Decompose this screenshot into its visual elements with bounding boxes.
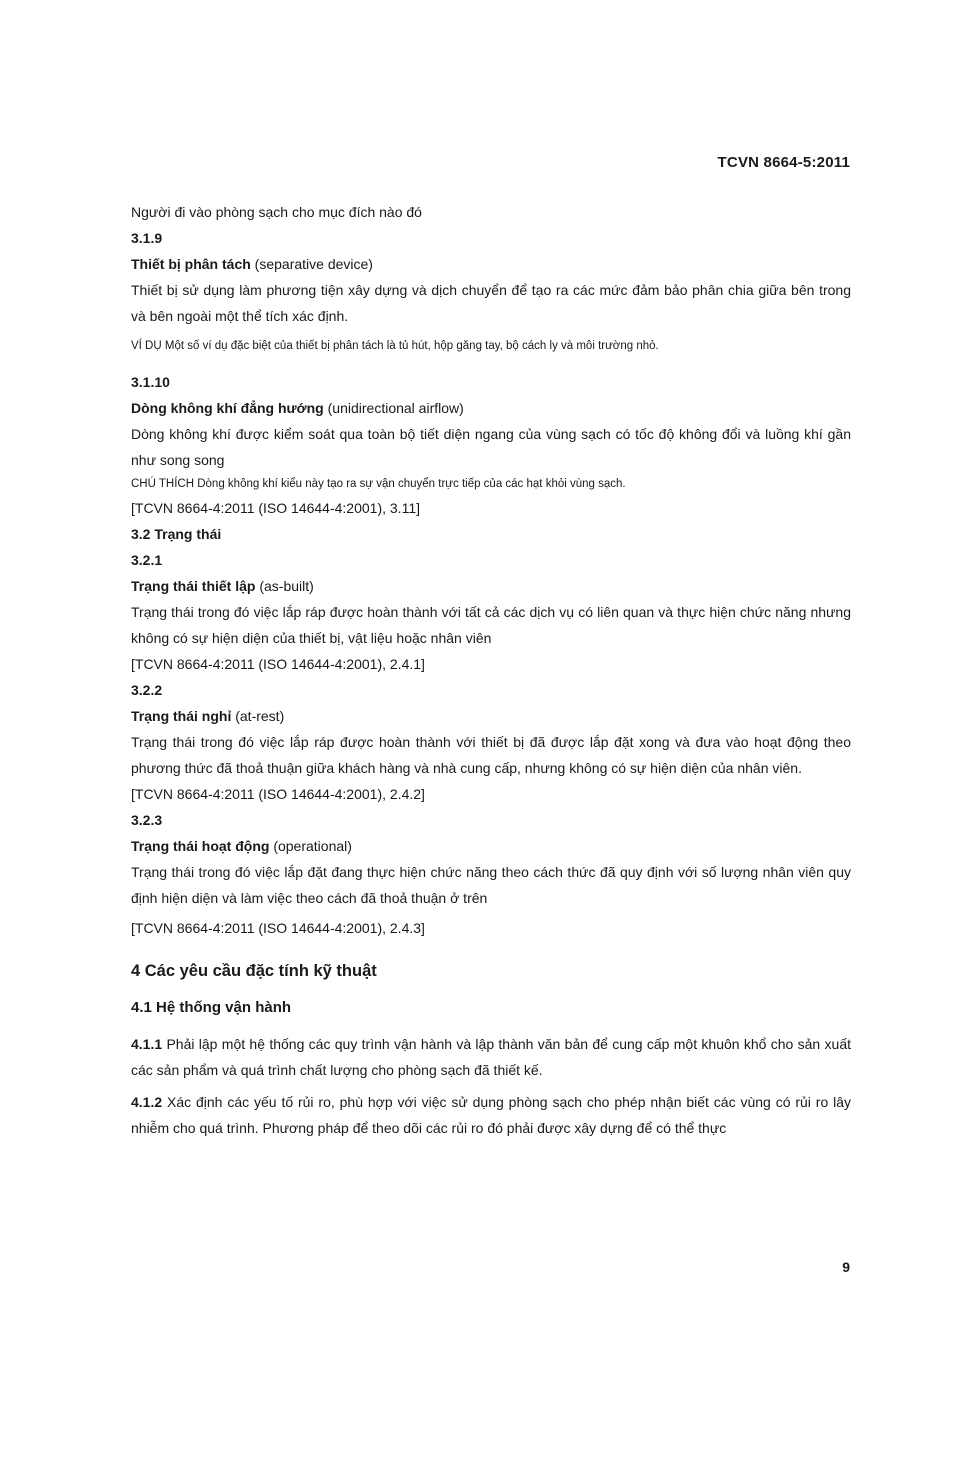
definition-3-2-2: Trạng thái trong đó việc lắp ráp được hoàn thành với thiết bị đã được lắp đặt xong và đưa vào hoạt động theo phương thức đã thoả thuận giữa khách hàng và nhà cung cấp, nhưng không có sự hiện diện của nhân viên. [131, 734, 851, 776]
clause-number: 4.1.2 [131, 1094, 163, 1110]
reference-3-2-2: [TCVN 8664-4:2011 (ISO 14644-4:2001), 2.4.2] [131, 786, 425, 802]
reference-3-2-1: [TCVN 8664-4:2011 (ISO 14644-4:2001), 2.4.1] [131, 656, 425, 672]
term-3-2-2 [131, 703, 851, 729]
clause-text: Xác định các yếu tố rủi ro, phù hợp với việc sử dụng phòng sạch cho phép nhận biết các vùng có rủi ro lây nhiễm cho quá trình. Phương pháp để theo dõi các rủi ro đó phải được xây dựng để có thể thực [131, 1094, 851, 1136]
intro-line: Người đi vào phòng sạch cho mục đích nào đó [131, 204, 422, 220]
note-text: Dòng không khí kiểu này tạo ra sự vận chuyển trực tiếp của các hạt khỏi vùng sạch. [197, 478, 626, 490]
term-3-1-10 [131, 395, 851, 421]
standard-code: TCVN 8664-5:2011 [717, 154, 850, 171]
page-number: 9 [842, 1259, 850, 1275]
term-english: (at-rest) [231, 708, 285, 724]
section-number-3-2-3: 3.2.3 [131, 812, 163, 828]
section-number-3-2-1: 3.2.1 [131, 552, 163, 568]
definition-3-1-10: Dòng không khí được kiểm soát qua toàn bộ tiết diện ngang của vùng sạch có tốc độ không đổi và luồng khí gần như song song [131, 426, 851, 468]
clause-number: 4.1.1 [131, 1036, 163, 1052]
note-label: CHÚ THÍCH [131, 478, 198, 490]
term-name: Thiết bị phân tách [131, 256, 251, 272]
term-name: Trạng thái hoạt động [131, 838, 270, 854]
reference-3-1-10: [TCVN 8664-4:2011 (ISO 14644-4:2001), 3.11] [131, 500, 420, 516]
definition-3-2-3: Trạng thái trong đó việc lắp đặt đang thực hiện chức năng theo cách thức đã quy định với số lượng nhân viên quy định hiện diện và làm việc theo cách đã thoả thuận ở trên [131, 864, 851, 906]
section-number-3-2-2: 3.2.2 [131, 682, 163, 698]
term-name: Trạng thái nghỉ [131, 708, 232, 724]
clause-text: Phải lập một hệ thống các quy trình vận hành và lập thành văn bản để cung cấp một khuôn khổ cho sản xuất các sản phẩm và quá trình chất lượng cho phòng sạch đã thiết kế. [131, 1036, 851, 1078]
term-english: (as-built) [255, 578, 314, 594]
section-title-4-1: 4.1 Hệ thống vận hành [131, 999, 292, 1016]
term-3-2-1 [131, 573, 851, 599]
term-english: (operational) [269, 838, 352, 854]
clause-4-1-2 [131, 1089, 851, 1141]
clause-4-1-1 [131, 1031, 851, 1083]
term-3-2-3 [131, 833, 851, 859]
reference-3-2-3: [TCVN 8664-4:2011 (ISO 14644-4:2001), 2.4.3] [131, 920, 425, 936]
term-english: (unidirectional airflow) [323, 400, 464, 416]
example-3-1-9: VÍ DỤ Một số ví dụ đặc biệt của thiết bị phân tách là tủ hút, hộp găng tay, bộ cách ly và môi trường nhỏ. [131, 340, 659, 352]
note-3-1-10 [131, 473, 851, 495]
section-title-3-2: 3.2 Trạng thái [131, 526, 222, 542]
section-number-3-1-10: 3.1.10 [131, 374, 170, 390]
definition-3-2-1: Trạng thái trong đó việc lắp ráp được hoàn thành với tất cả các dịch vụ có liên quan và thực hiện chức năng nhưng không có sự hiện diện của thiết bị, vật liệu hoặc nhân viên [131, 604, 851, 646]
term-name: Dòng không khí đẳng hướng [131, 400, 324, 416]
term-name: Trạng thái thiết lập [131, 578, 256, 594]
definition-3-1-9: Thiết bị sử dụng làm phương tiện xây dựng và dịch chuyển để tạo ra các mức đảm bảo phân chia giữa bên trong và bên ngoài một thể tích xác định. [131, 282, 851, 324]
section-title-4: 4 Các yêu cầu đặc tính kỹ thuật [131, 962, 377, 980]
section-number-3-1-9: 3.1.9 [131, 230, 163, 246]
page-body [131, 199, 851, 1141]
term-english: (separative device) [250, 256, 373, 272]
term-3-1-9 [131, 251, 851, 277]
